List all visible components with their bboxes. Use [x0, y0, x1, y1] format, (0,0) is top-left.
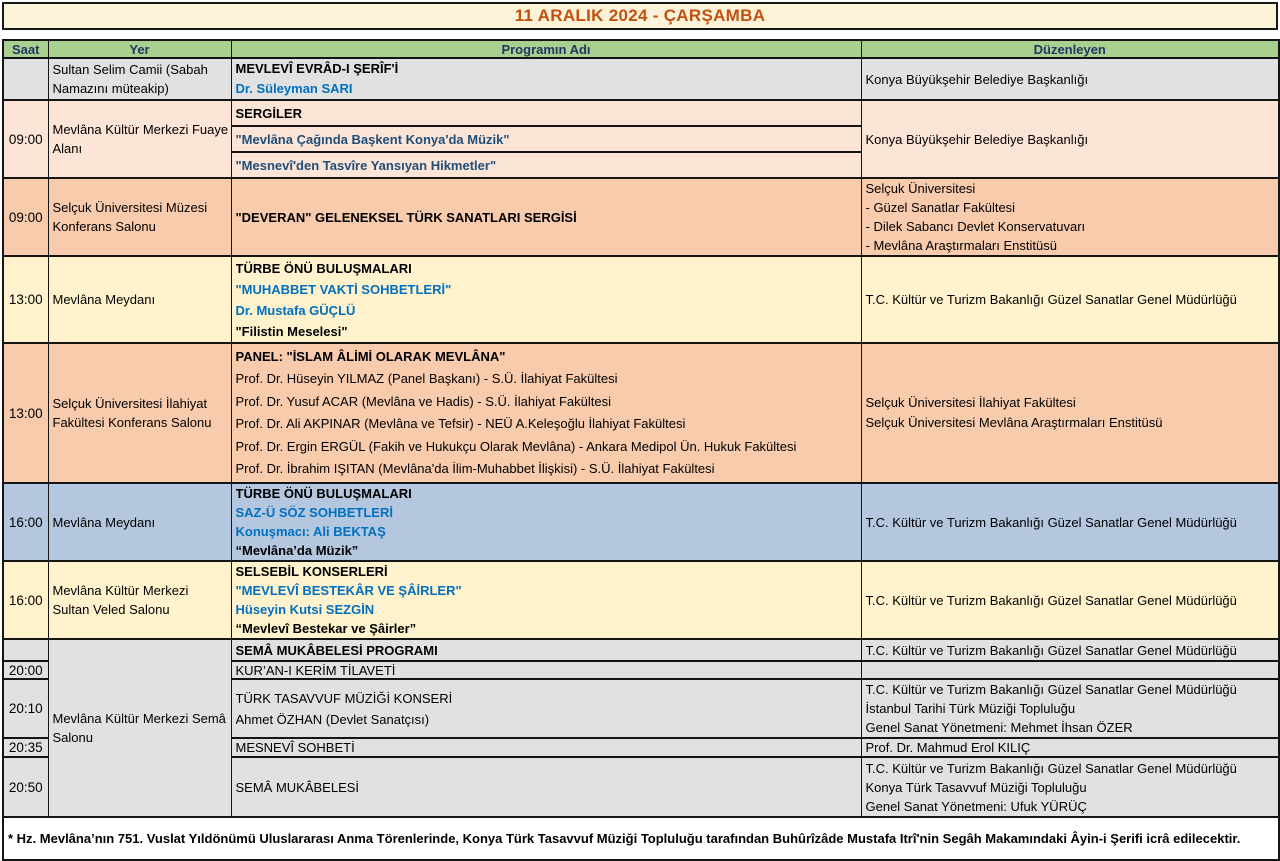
- organizer-cell: [861, 679, 1279, 738]
- program-item: MESNEVÎ SOHBETİ: [235, 740, 355, 755]
- exhibition-title: "Mevlâna Çağında Başkent Konya'da Müzik": [235, 131, 510, 147]
- organizer-line: Konya Türk Tasavvuf Müziği Topluluğu: [865, 779, 1087, 795]
- organizer-cell: Konya Büyükşehir Belediye Başkanlığı: [861, 100, 1279, 178]
- panel-speaker: Prof. Dr. Ali AKPINAR (Mevlâna ve Tefsir) - NEÜ A.Keleşoğlu İlahiyat Fakültesi: [235, 416, 686, 431]
- panel-speaker: Prof. Dr. Ergin ERGÜL (Fakih ve Hukukçu Olarak Mevlâna) - Ankara Medipol Ün. Hukuk Fakültesi: [235, 438, 797, 454]
- exhibition-title: "Mesnevî'den Tasvîre Yansıyan Hikmetler": [235, 157, 497, 173]
- place-cell: Selçuk Üniversitesi İlahiyat Fakültesi Konferans Salonu: [48, 343, 231, 483]
- program-title: "DEVERAN" GELENEKSEL TÜRK SANATLARI SERGİSİ: [235, 209, 577, 225]
- program-cell: [231, 152, 861, 178]
- time-cell: 09:00: [3, 100, 48, 178]
- organizer-cell: [861, 757, 1279, 817]
- program-cell: [231, 561, 861, 639]
- time-cell: [3, 58, 48, 100]
- organizer-line: T.C. Kültür ve Turizm Bakanlığı Güzel Sanatlar Genel Müdürlüğü: [865, 682, 1237, 697]
- footnote-text: * Hz. Mevlâna’nın 751. Vuslat Yıldönümü Uluslararası Anma Törenlerinde, Konya Türk Tasavvuf Müziği Topluluğu tarafından Buhûrîzâde Mustafa Itrî'nin Segâh Makamındaki Âyin-i Şerifi icrâ edilecektir.: [3, 817, 1279, 860]
- table-header-row: [3, 40, 1279, 58]
- program-title: SELSEBİL KONSERLERİ: [235, 564, 388, 579]
- organizer-line: Selçuk Üniversitesi: [865, 181, 976, 196]
- program-cell: [231, 58, 861, 100]
- time-cell: 20:10: [3, 679, 48, 738]
- organizer-cell: [861, 343, 1279, 483]
- program-title: TÜRBE ÖNÜ BULUŞMALARI: [235, 486, 412, 501]
- time-cell: 13:00: [3, 256, 48, 343]
- organizer-line: Selçuk Üniversitesi Mevlâna Araştırmaları Enstitüsü: [865, 415, 1163, 430]
- panel-speaker: Prof. Dr. Hüseyin YILMAZ (Panel Başkanı) - S.Ü. İlahiyat Fakültesi: [235, 371, 618, 386]
- schedule-row-panel: [3, 343, 1279, 483]
- organizer-line: Selçuk Üniversitesi İlahiyat Fakültesi: [865, 395, 1076, 410]
- organizer-line: - Güzel Sanatlar Fakültesi: [865, 200, 1016, 215]
- column-header-yer: Yer: [48, 40, 231, 58]
- organizer-cell: T.C. Kültür ve Turizm Bakanlığı Güzel Sanatlar Genel Müdürlüğü: [861, 256, 1279, 343]
- program-item: TÜRK TASAVVUF MÜZİĞİ KONSERİ: [235, 690, 453, 706]
- organizer-cell: [861, 639, 1279, 661]
- time-cell: 20:50: [3, 757, 48, 817]
- organizer-line: Genel Sanat Yönetmeni: Ufuk YÜRÜÇ: [865, 798, 1087, 814]
- program-subtitle: "MEVLEVÎ BESTEKÂR VE ŞÂİRLER": [235, 583, 462, 598]
- program-cell: [231, 178, 861, 256]
- program-cell: [231, 679, 861, 738]
- time-cell: 16:00: [3, 561, 48, 639]
- place-cell: Mevlâna Meydanı: [48, 483, 231, 561]
- schedule-row-selsebil: [3, 561, 1279, 639]
- organizer-line: T.C. Kültür ve Turizm Bakanlığı Güzel Sanatlar Genel Müdürlüğü: [865, 642, 1237, 658]
- time-cell: 09:00: [3, 178, 48, 256]
- panel-speaker: Prof. Dr. Yusuf ACAR (Mevlâna ve Hadis) - S.Ü. İlahiyat Fakültesi: [235, 393, 611, 409]
- footnote-row: [3, 817, 1279, 860]
- speaker-name: Hüseyin Kutsi SEZGİN: [235, 602, 375, 617]
- organizer-cell: T.C. Kültür ve Turizm Bakanlığı Güzel Sanatlar Genel Müdürlüğü: [861, 561, 1279, 639]
- schedule-row-evrad: [3, 58, 1279, 100]
- speaker-name: Ahmet ÖZHAN (Devlet Sanatçısı): [235, 711, 430, 727]
- program-item: KUR’AN-I KERİM TİLAVETİ: [235, 662, 396, 678]
- program-cell: [231, 639, 861, 661]
- time-cell: 13:00: [3, 343, 48, 483]
- program-cell: [231, 757, 861, 817]
- program-cell: [231, 661, 861, 679]
- date-title-bar: [2, 2, 1278, 30]
- organizer-cell: [861, 178, 1279, 256]
- program-topic: "Filistin Meselesi": [235, 323, 348, 339]
- panel-speaker: Prof. Dr. İbrahim IŞITAN (Mevlâna'da İlim-Muhabbet İlişkisi) - S.Ü. İlahiyat Fakültesi: [235, 461, 715, 476]
- program-subtitle: "MUHABBET VAKTİ SOHBETLERİ": [235, 281, 452, 297]
- program-item: SEMÂ MUKÂBELESİ: [235, 779, 360, 795]
- program-title: SEMÂ MUKÂBELESİ PROGRAMI: [235, 642, 438, 658]
- program-table: [2, 39, 1280, 861]
- column-header-duzenleyen: Düzenleyen: [861, 40, 1279, 58]
- organizer-cell: T.C. Kültür ve Turizm Bakanlığı Güzel Sanatlar Genel Müdürlüğü: [861, 483, 1279, 561]
- program-cell: [231, 256, 861, 343]
- place-cell: Sultan Selim Camii (Sabah Namazını müteakip): [48, 58, 231, 100]
- program-cell: [231, 738, 861, 757]
- program-subtitle: SAZ-Ü SÖZ SOHBETLERİ: [235, 505, 393, 520]
- program-topic: “Mevlâna’da Müzik”: [235, 543, 359, 558]
- schedule-row-muhabbet: [3, 256, 1279, 343]
- speaker-name: Dr. Süleyman SARI: [235, 81, 353, 96]
- column-header-program: Programın Adı: [231, 40, 861, 58]
- organizer-cell: Konya Büyükşehir Belediye Başkanlığı: [861, 58, 1279, 100]
- organizer-cell: [861, 661, 1279, 679]
- place-cell: Mevlâna Kültür Merkezi Semâ Salonu: [48, 639, 231, 817]
- schedule-row-deveran: [3, 178, 1279, 256]
- organizer-cell: Prof. Dr. Mahmud Erol KILIÇ: [861, 738, 1279, 757]
- program-title: TÜRBE ÖNÜ BULUŞMALARI: [235, 260, 412, 276]
- place-cell: Mevlâna Kültür Merkezi Fuaye Alanı: [48, 100, 231, 178]
- program-cell: [231, 483, 861, 561]
- schedule-subrow-sema-program: [3, 639, 1279, 661]
- schedule-row-sergiler: [3, 100, 1279, 126]
- place-cell: Mevlâna Meydanı: [48, 256, 231, 343]
- time-cell: 16:00: [3, 483, 48, 561]
- program-topic: “Mevlevî Bestekar ve Şâirler”: [235, 621, 417, 636]
- program-cell: [231, 126, 861, 152]
- program-title: PANEL: "İSLAM ÂLİMİ OLARAK MEVLÂNA": [235, 348, 506, 364]
- organizer-line: - Dilek Sabancı Devlet Konservatuvarı: [865, 219, 1086, 234]
- speaker-name: Konuşmacı: Ali BEKTAŞ: [235, 524, 386, 539]
- program-cell: [231, 100, 861, 126]
- place-cell: Mevlâna Kültür Merkezi Sultan Veled Salonu: [48, 561, 231, 639]
- speaker-name: Dr. Mustafa GÜÇLÜ: [235, 302, 356, 318]
- organizer-line: Genel Sanat Yönetmeni: Mehmet İhsan ÖZER: [865, 720, 1133, 735]
- organizer-line: - Mevlâna Araştırmaları Enstitüsü: [865, 238, 1057, 253]
- time-cell: 20:00: [3, 661, 48, 679]
- organizer-line: İstanbul Tarihi Türk Müziği Topluluğu: [865, 701, 1076, 716]
- column-header-saat: Saat: [3, 40, 48, 58]
- program-cell: [231, 343, 861, 483]
- time-cell: [3, 639, 48, 661]
- date-title: 11 ARALIK 2024 - ÇARŞAMBA: [514, 6, 766, 25]
- time-cell: 20:35: [3, 738, 48, 757]
- program-title: MEVLEVÎ EVRÂD-I ŞERÎF'İ: [235, 61, 399, 76]
- place-cell: Selçuk Üniversitesi Müzesi Konferans Salonu: [48, 178, 231, 256]
- schedule-row-sazusoz: [3, 483, 1279, 561]
- organizer-line: T.C. Kültür ve Turizm Bakanlığı Güzel Sanatlar Genel Müdürlüğü: [865, 760, 1237, 776]
- program-title: SERGİLER: [235, 105, 302, 121]
